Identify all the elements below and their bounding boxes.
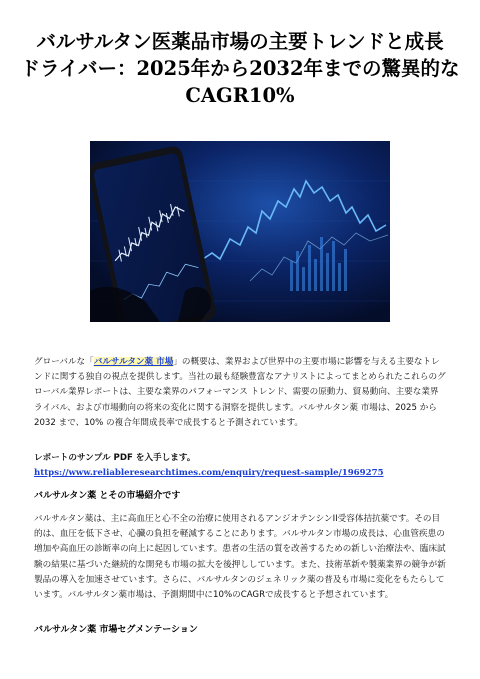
intro-prefix: グローバルな「 — [34, 357, 94, 367]
title-line-2b: 2025年から2032年までの驚異的な — [136, 57, 460, 80]
intro-paragraph — [34, 355, 446, 431]
market-intro-paragraph: バルサルタン薬は、主に高血圧と心不全の治療に使用されるアンジオテンシンII受容体拮抗薬です。その目的は、血圧を低下させ、心臓の負担を軽減することにあります。バルサルタン市場の成長は、心血管疾患の増加や高血圧の診断率の向上に起因しています。患者の生活の質を改善するための新しい治療法や、臨床試験の結果に基づいた継続的な開発も市場の拡大を後押ししています。また、技術革新や製薬業界の競争が新製品の導入を加速させています。さらに、バルサルタンのジェネリック薬の普及も市場に変化をもたらしています。バルサルタン薬市場は、予測期間中に10%のCAGRで成長すると予想されています。 — [34, 514, 446, 601]
sample-request-link[interactable]: https://www.reliableresearchtimes.com/enquiry/request-sample/1969275 — [34, 468, 384, 479]
stock-chart-phone-image — [90, 141, 390, 322]
section-heading-intro: バルサルタン薬 とその市場紹介です — [34, 491, 181, 501]
intro-suffix: 」の概要は、業界および世界中の主要市場に影響を与える主要なトレンドに関する独自の視点を提供します。当社の最も経験豊富なアナリストによってまとめられたこれらのグローバル業界レポートは、主要な業界のパフォーマンス トレンド、需要の原動力、貿易動向、主要な業界ライバル、および市場動向の将来の変化に関する洞察を提供します。バルサルタン薬 市場は、2025 から 2032 まで、10% の複合年間成長率で成長すると予測されています。 — [34, 357, 446, 428]
section-heading-segmentation: バルサルタン薬 市場セグメンテーション — [34, 625, 198, 635]
sample-pdf-line — [34, 451, 446, 481]
title-line-2a: ドライバー： — [20, 57, 137, 80]
title-line-1: バルサルタン医薬品市場の主要トレンドと成長 — [36, 30, 444, 53]
title-line-3: CAGR10% — [185, 84, 295, 107]
page-title — [20, 28, 460, 109]
title-line-2 — [20, 55, 460, 82]
market-link[interactable]: バルサルタン薬 市場 — [93, 357, 174, 367]
sample-label: レポートのサンプル PDF を入手します。 — [34, 453, 196, 463]
hero-image — [90, 141, 390, 322]
